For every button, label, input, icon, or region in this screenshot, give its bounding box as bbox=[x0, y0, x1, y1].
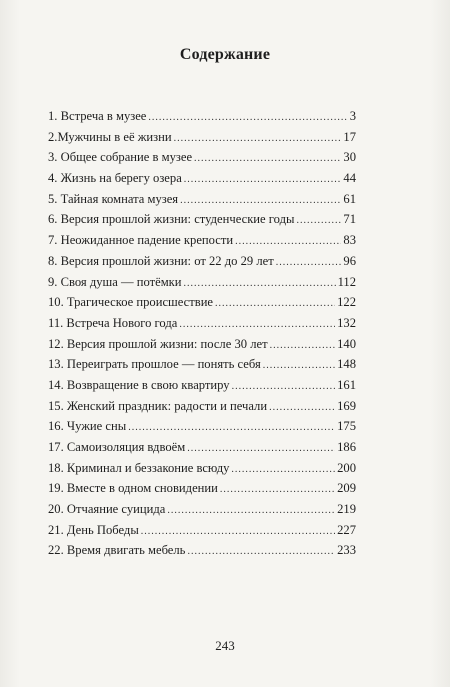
dot-leader bbox=[215, 294, 335, 315]
toc-entry bbox=[48, 313, 356, 334]
toc-entry-page: 186 bbox=[337, 440, 356, 454]
dot-leader bbox=[187, 439, 335, 460]
dot-leader bbox=[231, 460, 335, 481]
toc-entry-title: 16. Чужие сны bbox=[48, 419, 127, 434]
table-of-contents bbox=[48, 106, 356, 561]
toc-entry-title: 19. Вместе в одном сновидении bbox=[48, 481, 218, 496]
toc-entry-page: 17 bbox=[343, 129, 356, 144]
dot-leader bbox=[148, 108, 347, 129]
toc-entry bbox=[48, 396, 356, 417]
dot-leader bbox=[194, 149, 341, 170]
toc-entry bbox=[48, 189, 356, 210]
dot-leader bbox=[167, 501, 335, 522]
toc-entry-page: 112 bbox=[337, 274, 356, 289]
dot-leader bbox=[184, 274, 336, 295]
toc-entry bbox=[48, 292, 356, 313]
toc-entry bbox=[48, 354, 356, 375]
toc-entry-page: 233 bbox=[337, 543, 356, 558]
dot-leader bbox=[180, 191, 341, 212]
toc-entry-title: 13. Переиграть прошлое — понять себя bbox=[48, 357, 261, 372]
dot-leader bbox=[184, 170, 342, 191]
toc-entry-title: 22. Время двигать мебель bbox=[48, 543, 186, 558]
toc-entry-page: 175 bbox=[337, 419, 356, 434]
toc-entry-title: 5. Тайная комната музея bbox=[48, 191, 179, 206]
toc-entry-title: 6. Версия прошлой жизни: студенческие годы bbox=[48, 212, 295, 227]
dot-leader bbox=[128, 418, 335, 439]
toc-entry bbox=[48, 334, 356, 355]
toc-entry-page: 200 bbox=[337, 460, 356, 475]
toc-entry-title: 9. Своя душа — потёмки bbox=[48, 274, 182, 289]
dot-leader bbox=[141, 522, 335, 543]
dot-leader bbox=[270, 336, 336, 357]
dot-leader bbox=[269, 398, 335, 419]
toc-entry-title: 3. Общее собрание в музее bbox=[48, 150, 193, 165]
toc-entry-page: 71 bbox=[343, 212, 356, 227]
toc-entry-title: 17. Самоизоляция вдвоём bbox=[48, 440, 186, 454]
dot-leader bbox=[220, 480, 335, 501]
toc-entry-page: 161 bbox=[337, 377, 356, 392]
toc-entry-title: 2.Мужчины в её жизни bbox=[48, 129, 172, 144]
dot-leader bbox=[296, 211, 341, 232]
toc-entry-title: 8. Версия прошлой жизни: от 22 до 29 лет bbox=[48, 253, 274, 268]
dot-leader bbox=[187, 542, 335, 563]
toc-entry-title: 18. Криминал и беззаконие всюду bbox=[48, 460, 230, 475]
dot-leader bbox=[263, 356, 335, 377]
toc-entry-title: 12. Версия прошлой жизни: после 30 лет bbox=[48, 336, 268, 351]
toc-entry-page: 44 bbox=[343, 171, 356, 186]
toc-entry-page: 30 bbox=[343, 150, 356, 165]
toc-entry-page: 3 bbox=[349, 109, 356, 123]
toc-entry-title: 10. Трагическое происшествие bbox=[48, 295, 214, 310]
toc-entry-page: 169 bbox=[337, 398, 356, 413]
toc-entry bbox=[48, 540, 356, 561]
toc-entry bbox=[48, 499, 356, 520]
toc-entry bbox=[48, 437, 356, 458]
toc-entry bbox=[48, 168, 356, 189]
toc-entry-page: 96 bbox=[343, 253, 356, 268]
toc-entry-page: 140 bbox=[337, 336, 356, 351]
dot-leader bbox=[235, 232, 341, 253]
toc-entry bbox=[48, 520, 356, 541]
toc-entry bbox=[48, 478, 356, 499]
dot-leader bbox=[232, 377, 336, 398]
toc-entry bbox=[48, 416, 356, 437]
dot-leader bbox=[276, 253, 342, 274]
toc-entry-page: 83 bbox=[343, 233, 356, 248]
toc-entry-page: 209 bbox=[337, 481, 356, 496]
toc-entry-page: 122 bbox=[337, 295, 356, 310]
toc-entry-page: 227 bbox=[337, 522, 356, 537]
toc-entry-page: 148 bbox=[337, 357, 356, 372]
toc-entry bbox=[48, 127, 356, 148]
toc-entry bbox=[48, 375, 356, 396]
toc-entry bbox=[48, 458, 356, 479]
toc-entry bbox=[48, 147, 356, 168]
toc-entry-title: 14. Возвращение в свою квартиру bbox=[48, 377, 230, 392]
toc-entry-title: 4. Жизнь на берегу озера bbox=[48, 171, 182, 186]
toc-entry-title: 11. Встреча Нового года bbox=[48, 315, 178, 330]
toc-entry-page: 219 bbox=[337, 502, 356, 517]
toc-entry bbox=[48, 106, 356, 127]
toc-entry-page: 61 bbox=[343, 191, 356, 206]
toc-entry-title: 20. Отчаяние суицида bbox=[48, 502, 166, 517]
toc-entry-title: 21. День Победы bbox=[48, 522, 139, 537]
toc-entry bbox=[48, 251, 356, 272]
toc-entry-title: 15. Женский праздник: радости и печали bbox=[48, 398, 268, 413]
toc-entry bbox=[48, 209, 356, 230]
toc-entry-title: 1. Встреча в музее bbox=[48, 109, 147, 123]
toc-entry bbox=[48, 272, 356, 293]
dot-leader bbox=[179, 315, 335, 336]
toc-entry-title: 7. Неожиданное падение крепости bbox=[48, 233, 234, 248]
page-number: 243 bbox=[215, 638, 235, 653]
toc-entry bbox=[48, 230, 356, 251]
page-title: Содержание bbox=[179, 46, 271, 63]
dot-leader bbox=[174, 129, 342, 150]
toc-entry-page: 132 bbox=[337, 315, 356, 330]
